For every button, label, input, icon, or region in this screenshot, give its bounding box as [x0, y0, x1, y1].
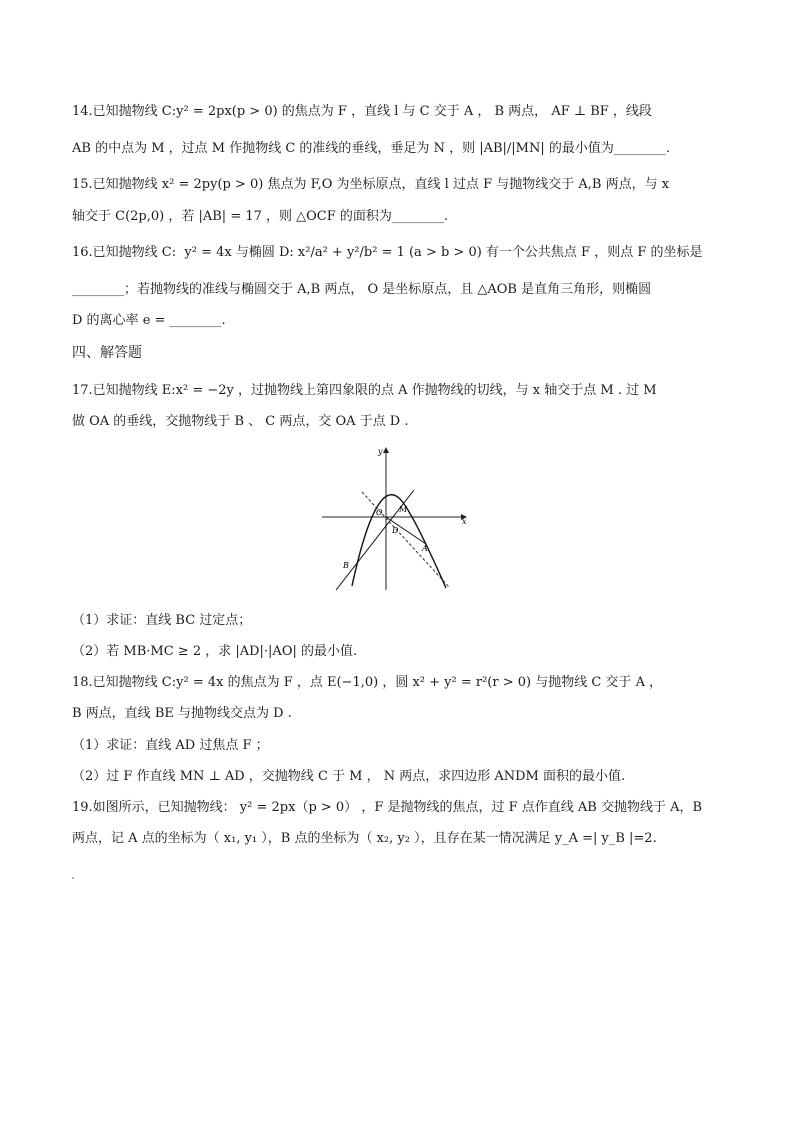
problem-18-q1: （1）求证：直线 AD 过焦点 F ；: [72, 738, 269, 753]
problem-15-line-2: 轴交于 C(2p,0) ，若 |AB| = 17 ，则 △OCF 的面积为________.: [72, 209, 449, 224]
scan-speck: [72, 877, 74, 879]
problem-16-line-3: D 的离心率 e = ________.: [72, 313, 226, 328]
label-d: D: [392, 526, 399, 535]
problem-16-line-2: ________；若抛物线的准线与椭圆交于 A,B 两点， O 是坐标原点，且 △AOB 是直角三角形，则椭圆: [72, 282, 652, 297]
label-b: B: [343, 561, 349, 570]
problem-18-q2: （2）过 F 作直线 MN ⊥ AD ，交抛物线 C 于 M ， N 两点，求四边形 ANDM 面积的最小值.: [72, 769, 626, 784]
problem-18-line-1: 18.已知抛物线 C:y² = 4x 的焦点为 F ，点 E(−1,0) ，圆 x² + y² = r²(r > 0) 与抛物线 C 交于 A ，: [72, 675, 663, 690]
problem-15-line-1: 15.已知抛物线 x² = 2py(p > 0) 焦点为 F,O 为坐标原点，直线 l 过点 F 与抛物线交于 A,B 两点，与 x: [72, 177, 670, 192]
label-m: M: [399, 505, 408, 514]
problem-14-line-1: 14.已知抛物线 C:y² = 2px(p > 0) 的焦点为 F ，直线 l 与 C 交于 A ， B 两点， AF ⊥ BF ，线段: [72, 104, 652, 119]
problem-17-q2: （2）若 MB·MC ≥ 2 ，求 |AD|·|AO| 的最小值.: [72, 644, 358, 659]
problem-14-line-2: AB 的中点为 M ，过点 M 作抛物线 C 的准线的垂线，垂足为 N ，则 |AB|/|MN| 的最小值为________.: [72, 141, 671, 156]
x-axis-label: x: [462, 517, 467, 526]
section-title: 四、解答题: [72, 345, 142, 361]
problem-17-line-1: 17.已知抛物线 E:x² = −2y ，过抛物线上第四象限的点 A 作抛物线的切线，与 x 轴交于点 M . 过 M: [72, 383, 657, 398]
problem-19-line-1: 19.如图所示，已知抛物线： y² = 2px（p > 0） ，F 是抛物线的焦点，过 F 点作直线 AB 交抛物线于 A，B: [72, 800, 703, 815]
problem-19-line-2: 两点，记 A 点的坐标为（ x₁, y₁ ），B 点的坐标为（ x₂, y₂ ），且存在某一情况满足 y_A =| y_B |=2.: [72, 831, 657, 846]
label-a: A: [422, 544, 428, 553]
problem-18-line-2: B 两点，直线 BE 与抛物线交点为 D .: [72, 706, 292, 721]
label-o: O: [376, 508, 383, 517]
parabola-figure: [316, 440, 476, 590]
problem-16-line-1: 16.已知抛物线 C: y² = 4x 与椭圆 D: x²/a² + y²/b² = 1 (a > b > 0) 有一个公共焦点 F ，则点 F 的坐标是: [72, 245, 703, 260]
problem-17-line-2: 做 OA 的垂线，交抛物线于 B 、 C 两点，交 OA 于点 D .: [72, 414, 409, 429]
y-axis-label: y: [378, 447, 383, 456]
problem-17-q1: （1）求证：直线 BC 过定点；: [72, 613, 252, 628]
